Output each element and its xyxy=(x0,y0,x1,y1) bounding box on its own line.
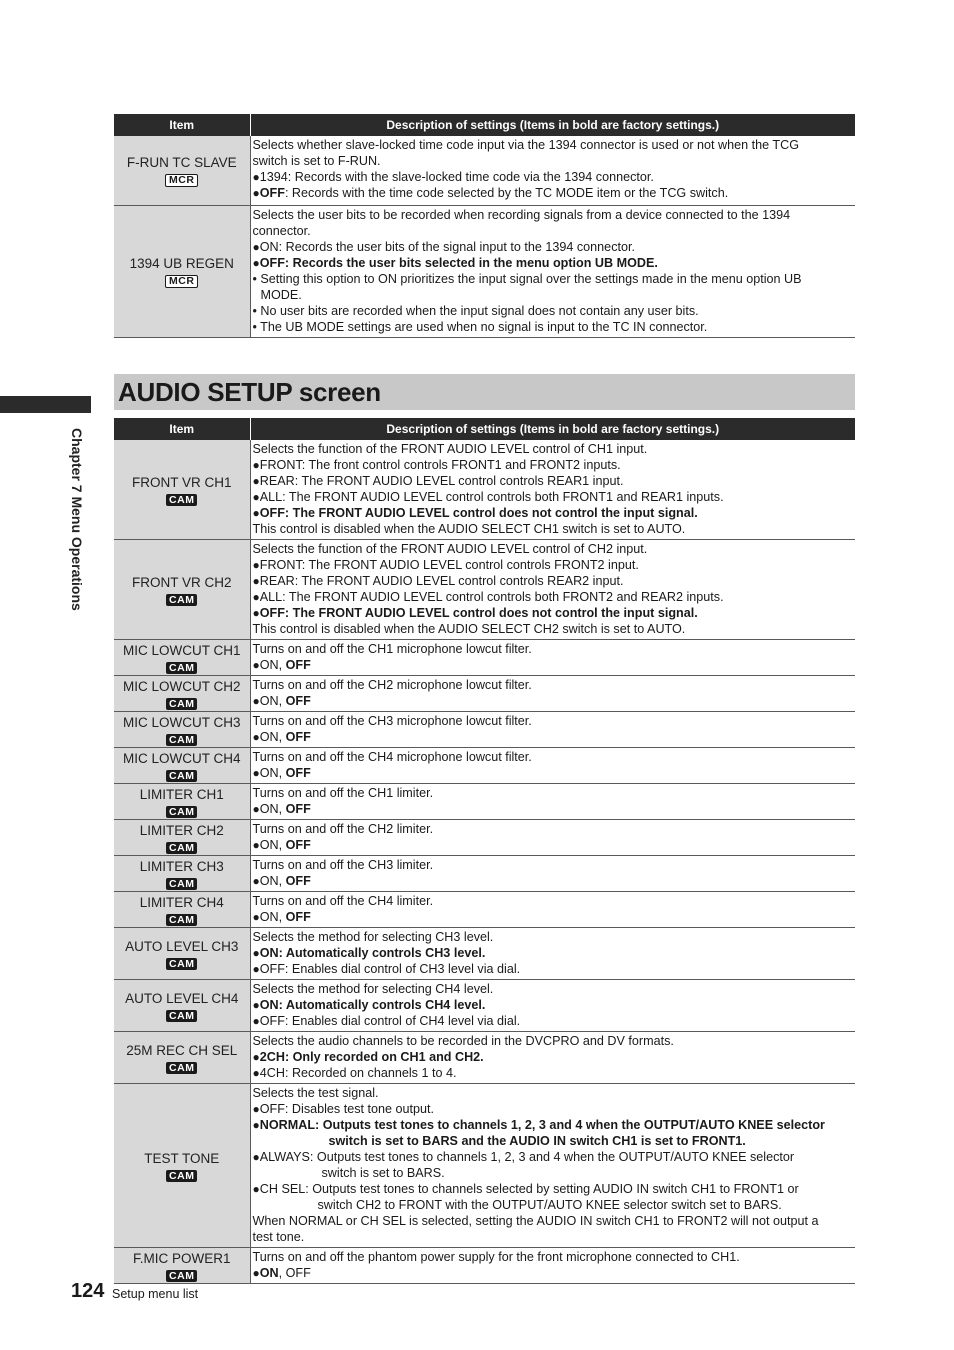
description-line xyxy=(253,1181,856,1197)
bullet-icon xyxy=(253,574,260,588)
item-cell xyxy=(114,640,250,676)
bullet-icon xyxy=(253,1050,260,1064)
table-row xyxy=(114,1032,855,1084)
line-text: ON, xyxy=(259,694,286,708)
line-text: Turns on and off the CH4 microphone lowcut filter. xyxy=(252,750,532,764)
cam-badge: CAM xyxy=(166,1270,197,1282)
cam-badge: CAM xyxy=(166,594,197,606)
factory-setting: OFF xyxy=(285,874,311,888)
description-line xyxy=(253,749,856,765)
table-row xyxy=(114,856,855,892)
cam-badge: CAM xyxy=(166,878,197,890)
bullet-icon xyxy=(253,1014,260,1028)
description-line xyxy=(253,319,856,335)
description-line xyxy=(253,857,856,873)
item-cell xyxy=(114,784,250,820)
bullet-icon xyxy=(253,874,260,888)
bullet-icon xyxy=(253,474,260,488)
bullet-icon xyxy=(253,910,260,924)
description-cell xyxy=(250,440,855,540)
description-line xyxy=(253,837,856,853)
description-line xyxy=(253,1117,856,1133)
cam-badge: CAM xyxy=(166,958,197,970)
bullet-icon xyxy=(253,730,260,744)
cam-badge: CAM xyxy=(166,494,197,506)
description-line xyxy=(253,589,856,605)
item-cell xyxy=(114,1084,250,1248)
column-header-description: Description of settings (Items in bold are factory settings.) xyxy=(250,114,855,136)
item-name: MIC LOWCUT CH4 xyxy=(122,750,241,766)
description-line xyxy=(253,153,856,169)
section-title: AUDIO SETUP screen xyxy=(114,374,855,410)
description-cell xyxy=(250,205,855,337)
bullet-icon xyxy=(253,240,260,254)
table-row xyxy=(114,748,855,784)
bullet-icon xyxy=(253,490,260,504)
table-header-row xyxy=(114,114,855,136)
item-name: AUTO LEVEL CH4 xyxy=(125,990,239,1006)
factory-setting: OFF xyxy=(285,694,311,708)
item-name: 25M REC CH SEL xyxy=(126,1042,238,1058)
description-line xyxy=(253,929,856,945)
settings-table-audio xyxy=(114,418,855,1284)
line-text: Turns on and off the CH2 microphone lowcut filter. xyxy=(252,678,532,692)
description-line xyxy=(253,873,856,889)
line-text: : Records with the time code selected by the TC MODE item or the TCG switch. xyxy=(284,186,729,200)
description-cell xyxy=(250,640,855,676)
cam-badge: CAM xyxy=(166,806,197,818)
cam-badge: CAM xyxy=(166,662,197,674)
description-line xyxy=(253,605,856,621)
line-text: OFF: Disables test tone output. xyxy=(259,1102,435,1116)
description-line xyxy=(253,169,856,185)
description-line xyxy=(253,255,856,271)
table-body xyxy=(114,440,855,1284)
description-line xyxy=(253,657,856,673)
description-line xyxy=(253,489,856,505)
item-cell xyxy=(114,676,250,712)
description-line xyxy=(253,677,856,693)
description-cell xyxy=(250,980,855,1032)
description-line xyxy=(253,981,856,997)
line-text: Selects the audio channels to be recorded in the DVCPRO and DV formats. xyxy=(252,1034,674,1048)
description-line xyxy=(253,765,856,781)
table-row xyxy=(114,540,855,640)
description-cell xyxy=(250,1248,855,1284)
description-line xyxy=(253,945,856,961)
line-text: OFF: The FRONT AUDIO LEVEL control does not control the input signal. xyxy=(259,606,698,620)
item-cell xyxy=(114,892,250,928)
line-text: Selects the function of the FRONT AUDIO LEVEL control of CH2 input. xyxy=(252,542,648,556)
line-text: ON: Records the user bits of the signal input to the 1394 connector. xyxy=(259,239,635,254)
item-name: MIC LOWCUT CH1 xyxy=(122,642,241,658)
bullet-icon xyxy=(253,962,260,976)
line-text: • No user bits are recorded when the input signal does not contain any user bits. xyxy=(252,303,699,318)
line-text: FRONT: The FRONT AUDIO LEVEL control controls FRONT2 input. xyxy=(259,558,639,572)
line-text: This control is disabled when the AUDIO SELECT CH1 switch is set to AUTO. xyxy=(252,522,686,536)
description-line xyxy=(253,137,856,153)
factory-setting: OFF xyxy=(259,186,285,200)
table-row xyxy=(114,928,855,980)
description-line xyxy=(253,573,856,589)
description-line xyxy=(253,1249,856,1265)
line-text: Selects the method for selecting CH4 level. xyxy=(252,982,494,996)
line-text: , OFF xyxy=(278,1266,311,1280)
table-body xyxy=(114,136,855,337)
description-line xyxy=(253,541,856,557)
table-row xyxy=(114,676,855,712)
line-text: ON, xyxy=(259,730,286,744)
table-row xyxy=(114,205,855,337)
description-cell xyxy=(250,892,855,928)
cam-badge: CAM xyxy=(166,1062,197,1074)
line-text: ALL: The FRONT AUDIO LEVEL control controls both FRONT2 and REAR2 inputs. xyxy=(259,590,724,604)
description-cell xyxy=(250,784,855,820)
table-row xyxy=(114,640,855,676)
line-text: NORMAL: Outputs test tones to channels 1, 2, 3 and 4 when the OUTPUT/AUTO KNEE selector xyxy=(259,1118,825,1132)
bullet-icon xyxy=(253,558,260,572)
description-cell xyxy=(250,856,855,892)
table-row xyxy=(114,980,855,1032)
bullet-icon xyxy=(253,1150,260,1164)
line-text: OFF: Records the user bits selected in the menu option UB MODE. xyxy=(259,255,658,270)
factory-setting: OFF xyxy=(285,802,311,816)
line-text: Turns on and off the CH1 limiter. xyxy=(252,786,434,800)
item-cell xyxy=(114,856,250,892)
description-line xyxy=(253,239,856,255)
item-name: FRONT VR CH2 xyxy=(131,574,232,590)
description-line xyxy=(253,473,856,489)
bullet-icon xyxy=(253,1266,260,1280)
settings-table-top xyxy=(114,114,855,338)
bullet-icon xyxy=(253,998,260,1012)
line-text: ON, xyxy=(259,802,286,816)
table-row xyxy=(114,784,855,820)
item-cell xyxy=(114,712,250,748)
cam-badge: CAM xyxy=(166,1170,197,1182)
factory-setting: OFF xyxy=(285,910,311,924)
bullet-icon xyxy=(253,506,260,520)
line-text: ON, xyxy=(259,874,286,888)
item-cell xyxy=(114,928,250,980)
item-name: AUTO LEVEL CH3 xyxy=(125,938,239,954)
line-text: ON: Automatically controls CH4 level. xyxy=(259,998,486,1012)
factory-setting: OFF xyxy=(285,766,311,780)
item-name: F-RUN TC SLAVE xyxy=(126,154,237,170)
line-text: Turns on and off the CH1 microphone lowcut filter. xyxy=(252,642,532,656)
mcr-badge: MCR xyxy=(165,174,198,187)
line-text: switch is set to BARS and the AUDIO IN switch CH1 is set to FRONT1. xyxy=(328,1134,746,1148)
line-text: • Setting this option to ON prioritizes the input signal over the settings made in the menu option UB xyxy=(252,271,802,286)
description-line xyxy=(253,505,856,521)
bullet-icon xyxy=(253,1066,260,1080)
table-row xyxy=(114,892,855,928)
bullet-icon xyxy=(253,694,260,708)
description-line xyxy=(253,457,856,473)
description-line xyxy=(253,223,856,239)
table-row xyxy=(114,712,855,748)
description-line xyxy=(253,729,856,745)
line-text: 4CH: Recorded on channels 1 to 4. xyxy=(259,1066,457,1080)
description-line xyxy=(253,271,856,287)
description-line xyxy=(253,893,856,909)
line-text: REAR: The FRONT AUDIO LEVEL control controls REAR2 input. xyxy=(259,574,624,588)
line-text: OFF: Enables dial control of CH4 level via dial. xyxy=(259,1014,521,1028)
item-cell xyxy=(114,205,250,337)
bullet-icon xyxy=(253,1182,260,1196)
description-line xyxy=(253,441,856,457)
description-line xyxy=(253,1165,856,1181)
column-header-description: Description of settings (Items in bold are factory settings.) xyxy=(250,418,855,440)
line-text: switch is set to F-RUN. xyxy=(252,154,381,168)
cam-badge: CAM xyxy=(166,914,197,926)
description-line xyxy=(253,557,856,573)
bullet-icon xyxy=(253,946,260,960)
line-text: Turns on and off the CH3 microphone lowcut filter. xyxy=(252,714,532,728)
line-text: ON, xyxy=(259,766,286,780)
description-line xyxy=(253,997,856,1013)
table-row xyxy=(114,1084,855,1248)
line-text: connector. xyxy=(252,223,311,238)
item-cell xyxy=(114,540,250,640)
item-cell xyxy=(114,820,250,856)
description-line xyxy=(253,303,856,319)
description-cell xyxy=(250,928,855,980)
chapter-label: Chapter 7 Menu Operations xyxy=(69,428,85,611)
line-text: ON, xyxy=(259,838,286,852)
line-text: Turns on and off the CH4 limiter. xyxy=(252,894,434,908)
description-cell xyxy=(250,820,855,856)
description-line xyxy=(253,1265,856,1281)
line-text: CH SEL: Outputs test tones to channels selected by setting AUDIO IN switch CH1 to FRONT1 or xyxy=(259,1182,799,1196)
description-line xyxy=(253,185,856,201)
description-cell xyxy=(250,1084,855,1248)
cam-badge: CAM xyxy=(166,842,197,854)
factory-setting: OFF xyxy=(285,838,311,852)
line-text: ON: Automatically controls CH3 level. xyxy=(259,946,486,960)
item-cell xyxy=(114,980,250,1032)
cam-badge: CAM xyxy=(166,734,197,746)
bullet-icon xyxy=(253,766,260,780)
description-line xyxy=(253,1101,856,1117)
mcr-badge: MCR xyxy=(165,275,198,288)
item-name: LIMITER CH3 xyxy=(139,858,224,874)
description-line xyxy=(253,1065,856,1081)
item-name: FRONT VR CH1 xyxy=(131,474,232,490)
chapter-tab-marker xyxy=(0,396,91,413)
description-line xyxy=(253,1085,856,1101)
factory-setting: ON xyxy=(259,1266,279,1280)
description-cell xyxy=(250,1032,855,1084)
description-cell xyxy=(250,712,855,748)
item-name: TEST TONE xyxy=(144,1150,220,1166)
description-cell xyxy=(250,676,855,712)
line-text: ALL: The FRONT AUDIO LEVEL control controls both FRONT1 and REAR1 inputs. xyxy=(259,490,724,504)
description-line xyxy=(253,713,856,729)
description-cell xyxy=(250,540,855,640)
cam-badge: CAM xyxy=(166,770,197,782)
column-header-item: Item xyxy=(114,418,250,440)
line-text: Selects the user bits to be recorded when recording signals from a device connected to the 1394 xyxy=(252,207,791,222)
description-line xyxy=(253,621,856,637)
bullet-icon xyxy=(253,458,260,472)
page-number: 124 xyxy=(71,1280,105,1302)
factory-setting: OFF xyxy=(285,730,311,744)
line-text: 2CH: Only recorded on CH1 and CH2. xyxy=(259,1050,484,1064)
line-text: Selects the method for selecting CH3 level. xyxy=(252,930,494,944)
description-line xyxy=(253,909,856,925)
description-line xyxy=(253,961,856,977)
description-line xyxy=(253,801,856,817)
description-line xyxy=(253,287,856,303)
description-line xyxy=(253,1229,856,1245)
description-line xyxy=(253,1133,856,1149)
cam-badge: CAM xyxy=(166,1010,197,1022)
bullet-icon xyxy=(253,1118,260,1132)
description-line xyxy=(253,785,856,801)
line-text: Turns on and off the CH2 limiter. xyxy=(252,822,434,836)
line-text: test tone. xyxy=(252,1230,305,1244)
description-line xyxy=(253,1149,856,1165)
bullet-icon xyxy=(253,838,260,852)
factory-setting: OFF xyxy=(285,658,311,672)
line-text: ON, xyxy=(259,658,286,672)
line-text: ON, xyxy=(259,910,286,924)
bullet-icon xyxy=(253,590,260,604)
line-text: Turns on and off the phantom power supply for the front microphone connected to CH1. xyxy=(252,1250,740,1264)
bullet-icon xyxy=(253,256,260,270)
description-cell xyxy=(250,136,855,205)
description-cell xyxy=(250,748,855,784)
item-cell xyxy=(114,136,250,205)
item-cell xyxy=(114,748,250,784)
line-text: MODE. xyxy=(260,287,302,302)
line-text: Selects the function of the FRONT AUDIO LEVEL control of CH1 input. xyxy=(252,442,648,456)
line-text: 1394: Records with the slave-locked time code via the 1394 connector. xyxy=(259,170,654,184)
description-line xyxy=(253,1013,856,1029)
item-name: LIMITER CH4 xyxy=(139,894,224,910)
table-row xyxy=(114,136,855,205)
line-text: This control is disabled when the AUDIO SELECT CH2 switch is set to AUTO. xyxy=(252,622,686,636)
description-line xyxy=(253,1033,856,1049)
item-name: 1394 UB REGEN xyxy=(129,255,234,271)
description-line xyxy=(253,1213,856,1229)
line-text: OFF: The FRONT AUDIO LEVEL control does not control the input signal. xyxy=(259,506,698,520)
line-text: FRONT: The front control controls FRONT1 and FRONT2 inputs. xyxy=(259,458,621,472)
item-name: LIMITER CH1 xyxy=(139,786,224,802)
line-text: Turns on and off the CH3 limiter. xyxy=(252,858,434,872)
item-name: LIMITER CH2 xyxy=(139,822,224,838)
description-line xyxy=(253,1049,856,1065)
item-cell xyxy=(114,1032,250,1084)
line-text: Selects the test signal. xyxy=(252,1086,379,1100)
bullet-icon xyxy=(253,1102,260,1116)
item-cell xyxy=(114,440,250,540)
cam-badge: CAM xyxy=(166,698,197,710)
table-row xyxy=(114,1248,855,1284)
page-section-label: Setup menu list xyxy=(112,1287,199,1301)
column-header-item: Item xyxy=(114,114,250,136)
bullet-icon xyxy=(253,658,260,672)
description-line xyxy=(253,821,856,837)
description-line xyxy=(253,521,856,537)
description-line xyxy=(253,207,856,223)
bullet-icon xyxy=(253,170,260,184)
line-text: REAR: The FRONT AUDIO LEVEL control controls REAR1 input. xyxy=(259,474,624,488)
table-row xyxy=(114,440,855,540)
bullet-icon xyxy=(253,606,260,620)
description-line xyxy=(253,1197,856,1213)
description-line xyxy=(253,693,856,709)
bullet-icon xyxy=(253,186,260,200)
description-line xyxy=(253,641,856,657)
table-header-row xyxy=(114,418,855,440)
line-text: switch CH2 to FRONT with the OUTPUT/AUTO KNEE selector switch set to BARS. xyxy=(317,1198,782,1212)
line-text: Selects whether slave-locked time code input via the 1394 connector is used or not when the TCG xyxy=(252,138,799,152)
table-row xyxy=(114,820,855,856)
item-name: F.MIC POWER1 xyxy=(132,1250,231,1266)
line-text: When NORMAL or CH SEL is selected, setting the AUDIO IN switch CH1 to FRONT2 will not output a xyxy=(252,1214,819,1228)
line-text: switch is set to BARS. xyxy=(321,1166,445,1180)
line-text: OFF: Enables dial control of CH3 level via dial. xyxy=(259,962,521,976)
item-cell xyxy=(114,1248,250,1284)
item-name: MIC LOWCUT CH3 xyxy=(122,714,241,730)
item-name: MIC LOWCUT CH2 xyxy=(122,678,241,694)
line-text: • The UB MODE settings are used when no signal is input to the TC IN connector. xyxy=(252,319,708,334)
line-text: ALWAYS: Outputs test tones to channels 1, 2, 3 and 4 when the OUTPUT/AUTO KNEE selector xyxy=(259,1150,795,1164)
bullet-icon xyxy=(253,802,260,816)
